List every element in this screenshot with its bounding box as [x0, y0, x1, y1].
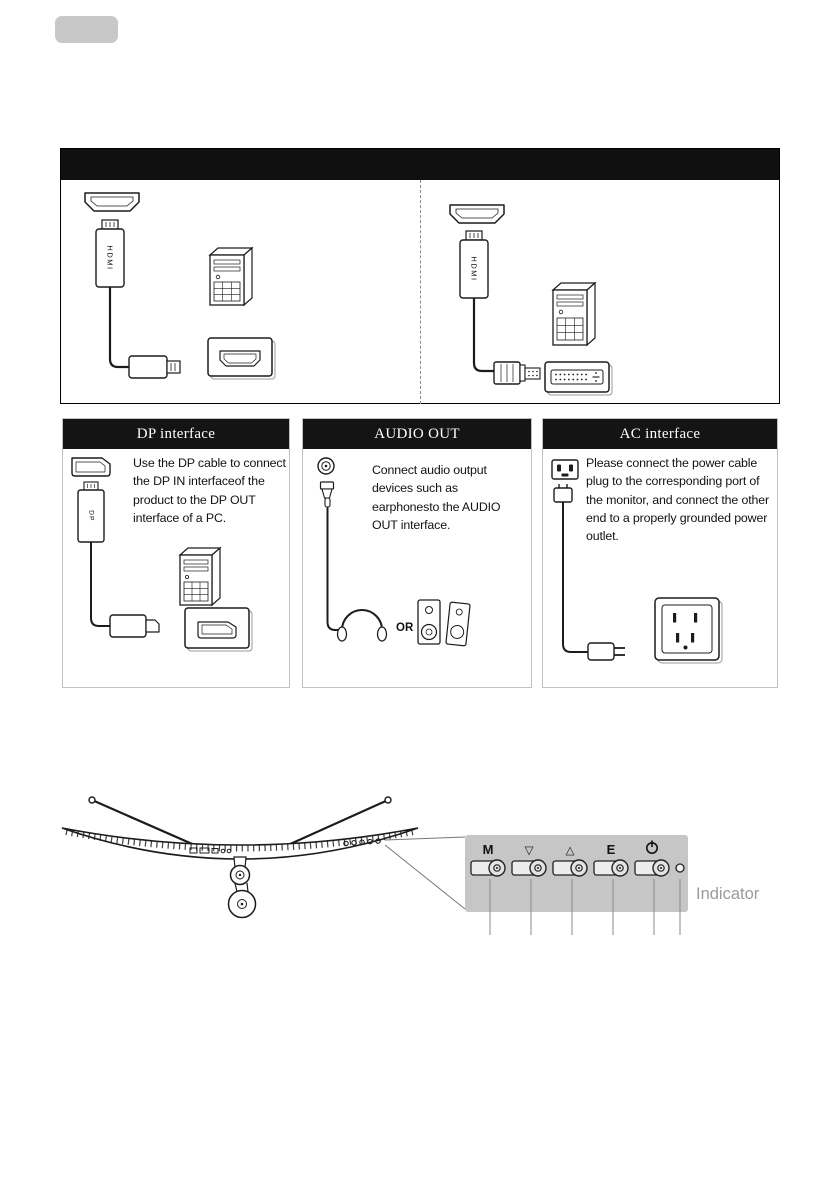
up-button-label: △ [565, 845, 575, 857]
down-button [512, 860, 546, 876]
ac-section-header: AC interface [543, 419, 777, 449]
exit-button-label: E [606, 842, 616, 857]
or-label: OR [396, 622, 414, 634]
monitor-body [62, 828, 418, 859]
indicator-led [676, 864, 684, 872]
power-button [635, 860, 669, 876]
power-plug-icon [554, 484, 572, 502]
menu-button [471, 860, 505, 876]
dvi-plug-end-icon [494, 362, 540, 384]
dp-cable-plug-icon [78, 482, 104, 542]
hdmi-cable-label: HDMI [105, 245, 115, 271]
dp-cable-line [91, 542, 110, 626]
callout-lines [385, 837, 465, 909]
hdmi-port-icon [208, 338, 275, 379]
power-cable-line [563, 502, 588, 652]
dvi-cable-line [474, 298, 494, 371]
hdmi-cable-plug-icon [460, 231, 488, 298]
dvi-connection-illustration [420, 181, 778, 403]
dp-section-header: DP interface [63, 419, 289, 449]
pc-tower-icon [553, 283, 595, 345]
exit-button [594, 860, 628, 876]
hdmi-socket-outline-icon [85, 193, 139, 211]
dp-port-icon [185, 608, 252, 651]
ac-instruction-text: Please connect the power cable plug to the corresponding port of the monitor, and connect the other end to a properly grounded power outlet. [586, 456, 769, 544]
headphones-icon [338, 610, 387, 641]
menu-button-label: M [482, 842, 494, 857]
audio-cable-line [328, 507, 341, 630]
audio-section-header: AUDIO OUT [303, 419, 531, 449]
hdmi-cable-plug-icon [96, 220, 124, 287]
power-outlet-icon [655, 598, 722, 663]
pc-tower-icon [180, 548, 220, 605]
down-button-label: ▽ [524, 845, 534, 857]
audio-instruction-text: Connect audio output devices such as earphonesto the AUDIO OUT interface. [372, 463, 501, 533]
stand-icon [229, 857, 256, 918]
hdmi-connection-illustration [61, 181, 419, 403]
audio-jack-icon [318, 458, 334, 474]
dvi-port-icon [545, 362, 612, 395]
hdmi-plug-end-icon [129, 356, 180, 378]
power-inlet-icon [552, 460, 578, 479]
wall-plug-icon [588, 643, 625, 660]
pc-tower-icon [210, 248, 252, 305]
speakers-icon [418, 600, 470, 646]
panel-buttons [471, 860, 684, 876]
corner-tab [55, 16, 118, 43]
dp-cable-label: DP [87, 510, 95, 522]
up-button [553, 860, 587, 876]
monitor-rear-view [40, 778, 800, 968]
indicator-label: Indicator [696, 885, 760, 903]
dp-plug-end-icon [110, 615, 159, 637]
hdmi-socket-outline-icon [450, 205, 504, 223]
connection-table-header [61, 149, 779, 180]
dp-instruction-text: Use the DP cable to connect the DP IN interfaceof the product to the DP OUT interface of a PC. [133, 456, 286, 526]
dp-socket-outline-icon [72, 458, 110, 476]
hdmi-cable-label: HDMI [469, 256, 479, 282]
audio-plug-icon [321, 482, 334, 507]
hdmi-cable-line [110, 287, 129, 367]
